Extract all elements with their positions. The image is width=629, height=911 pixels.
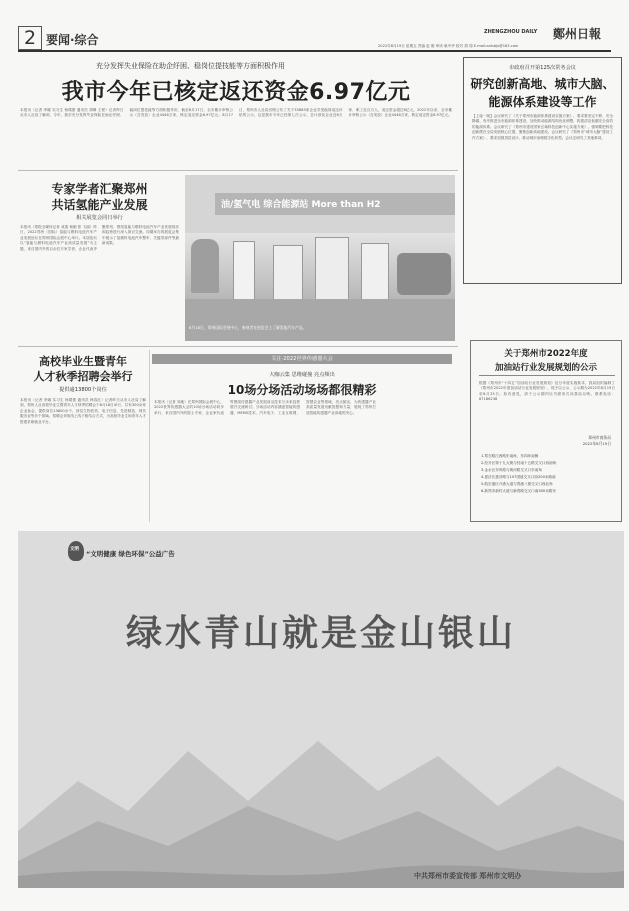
sensor-body: 本报讯（记者 刘地）在郑州国际会展中心，2022世界传感器大会的10场分场活动同步举行，来自国内外的院士专家、企业家代表等围绕传感器产业发展前沿技术与未来趋势展开交流研讨。分场活动内容涵盖智能传感器、MEMS技术、汽车电子、工业互联网、智慧农业等领域，亮点频出，为传感器产业高质量发展贡献智慧和力量，展现了郑州打造智能传感器产业高地的决心。 <box>154 400 376 415</box>
expert-subhead: 相关展览会同日举行 <box>76 215 123 221</box>
ad-main-slogan: 绿水青山就是金山银山 <box>125 612 516 654</box>
paper-name-english: ZHENGZHOU DAILY <box>484 29 538 35</box>
page-number: 2 <box>18 26 42 50</box>
public-notice-box <box>470 340 622 522</box>
sensor-kicker: 大咖云集 思维碰撞 亮点频出 <box>269 372 335 378</box>
lead-kicker: 充分发挥失业保险在助企纾困、稳岗位提技能等方面积极作用 <box>96 62 285 70</box>
charging-station-1 <box>233 241 255 301</box>
ad-credit: 中共郑州市委宣传部 郑州市文明办 <box>414 872 522 880</box>
sensor-banner-text: 关注·2022世界传感器大会 <box>271 356 333 362</box>
display-booth <box>397 253 451 295</box>
visitor-silhouette <box>191 239 219 293</box>
notice-signature: 郑州市商务局 <box>588 435 611 440</box>
box-headline-line-2: 能源体系建设等工作 <box>488 95 597 109</box>
lead-body: 本报讯（记者 李娜 实习生 杨璞蕾 通讯员 胡琳 王程）记者昨日从市人社局了解到，今年，我市充分发挥失业保险在助企纾困、稳岗位提技能等方面积极作用，截至8月17日，全市累计审核公示（含发放）企业4446万家，核定返还资金6.97亿元。8月17日，郑州市人社局官网公布了关于33883家企业享受稳岗返还补贴的公示，这是我市今年已经第七次公示，总计涉及企业近6万家、职工近百万人，返还资金超过6亿元。2022年以来，全市累计审核公示（含发放）企业4446万家，核定返还资金6.97亿元。 <box>20 108 452 118</box>
ad-logo-text: 文明 <box>70 547 79 552</box>
photo-caption: 8月18日，郑州国际会展中心，参观者在展览会上了解氢能汽车产品。 <box>189 325 307 330</box>
mountain-landscape <box>18 711 624 888</box>
photo-floor <box>185 299 455 341</box>
notice-list-item: 3.金水区东风路与黄河路交叉口东南角 <box>481 468 542 472</box>
notice-list-item: 1.郑石路江西路东南角，东四环南侧 <box>481 454 539 458</box>
news-photo <box>185 175 455 341</box>
sensor-headline: 10场分场活动场场都很精彩 <box>227 383 377 397</box>
expert-headline-line-1: 专家学者汇聚郑州 <box>51 182 148 196</box>
public-service-ad <box>18 531 624 888</box>
notice-title-line-2: 加油站行业发展规划的公示 <box>494 363 597 373</box>
notice-list <box>481 453 615 495</box>
charging-station-3 <box>315 237 349 301</box>
section-divider <box>18 346 458 347</box>
grad-body: 本报讯（记者 李娜 实习生 杨璞蕾 通讯员 韩春红）记者昨日从市人社局了解到，郑州人社高校毕业生暨青年人才秋季招聘会于8月18日举行，共有300余家企业参会，提供岗位13800余个，涉及生物医药、电子信息、先进制造、现代服务业等多个领域。招聘会采取线上线下相结合方式，为高校毕业生和青年人才搭建求职就业平台。 <box>20 398 146 424</box>
notice-list-item: 4.惠济区惠济路与107国道交叉口西200米路南 <box>481 475 556 479</box>
charging-station-4 <box>361 243 389 301</box>
notice-body: 根据《郑州市“十四五”加油站行业发展规划》及分年度实施要求，我局组织编制了《郑州市2022年度加油站行业发展规划》，现予以公示，公示期为2022年8月19日至8月25日。如有意见，请于公示期内以书面形式向我局反映。联系电话：67186238 <box>479 381 615 402</box>
box-kicker: 市政府召开第125次常务会议 <box>509 65 576 71</box>
paper-name-chinese: 鄭州日報 <box>553 27 602 41</box>
notice-rule <box>479 375 615 376</box>
grad-headline-line-2: 人才秋季招聘会举行 <box>33 370 133 383</box>
sensor-topic-banner <box>152 354 452 364</box>
notice-date: 2022年8月19日 <box>582 441 611 446</box>
notice-list-item: 5.航空港区兴港大道与郑港八街交叉口西北角 <box>481 482 553 486</box>
photo-banner-text: 油/氢气电 综合能源站 More than H2 <box>221 200 381 210</box>
expert-body: 本报讯（郑报全媒体记者 成燕 杨刚 张 飞丽）昨日，2022郑州（国际）氢能与燃料电池汽车产业发展论坛在郑州国际会展中心举行。本届论坛以“氢能与燃料电池汽车产业高质量发展”为主题，来自国内外的百余位专家学者、企业代表齐聚郑州，围绕氢能与燃料电池汽车产业发展现状和趋势进行深入探讨交流。同期举办的展览会集中展示了氢燃料电池汽车整车、关键零部件等最新成果。 <box>20 225 179 251</box>
hydrogen-forum-article <box>18 175 181 340</box>
charging-station-2 <box>273 245 303 301</box>
grad-subhead: 提供逾13800个岗位 <box>59 387 107 393</box>
box-body: 【上接一版】会议研究了《关于郑州市能源体系建设实施方案》，要求要坚定不移、安全降碳、有序推进全市能源体系建设，加快推动能源结构优化调整，构建清洁低碳安全高效的能源体系。会议研究了《郑州市建设国家区域科技创新中心实施方案》，强调要把科技创新摆在全局发展核心位置，聚焦创新高地建设。会议研究了《郑州市“城市大脑”建设工作方案》，要求加强顶层设计，推动城市治理数字化转型。会议还研究了其他事项。 <box>472 114 613 140</box>
section-name: 要闻·综合 <box>46 33 99 47</box>
notice-list-item: 2.经开区第十九大街与经南十五路交叉口西南角 <box>481 461 557 465</box>
edition-line: 2022年8月19日 星期五 责编 赵 刚 审读 耿中华 校对 胡 翔 E-mail:zzrbbjx@163.com <box>378 44 519 48</box>
lead-headline: 我市今年已核定返还资金6.97亿元 <box>61 80 411 105</box>
box-headline-line-1: 研究创新高地、城市大脑、 <box>470 77 615 91</box>
section-divider <box>18 170 458 171</box>
state-council-box <box>463 57 622 284</box>
ad-slogan: “文明健康 绿色环保”公益广告 <box>86 550 175 558</box>
notice-list-item: 6.新郑市新村大道与新郑路交叉口南300米路东 <box>481 489 556 493</box>
column-rule <box>149 350 150 522</box>
notice-title-line-1: 关于郑州市2022年度 <box>504 349 588 359</box>
grad-headline-line-1: 高校毕业生暨青年 <box>39 355 127 368</box>
expert-headline-line-2: 共话氢能产业发展 <box>51 198 148 212</box>
masthead-rule <box>18 50 611 52</box>
